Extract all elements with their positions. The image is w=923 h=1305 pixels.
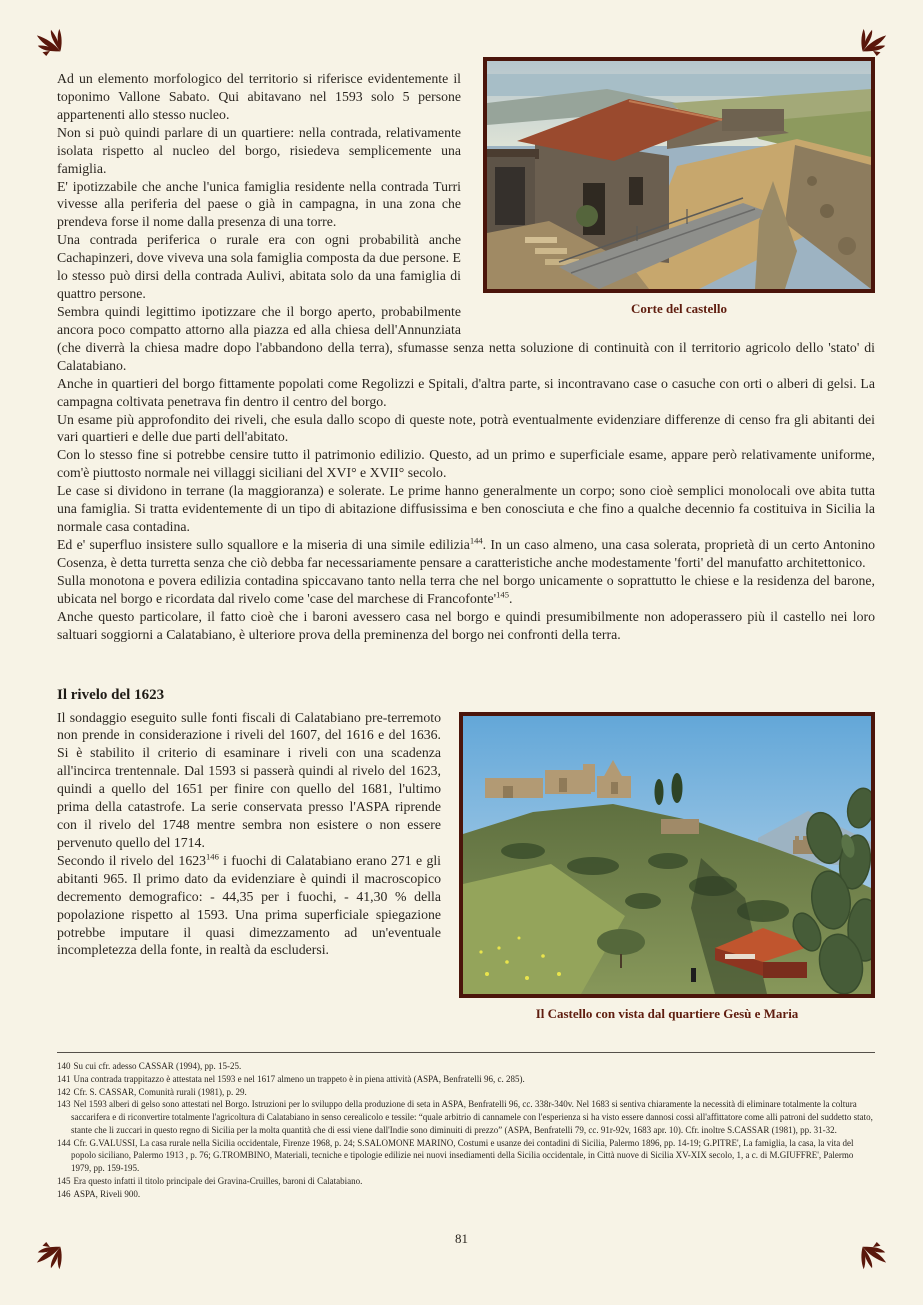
footnote-ref: 145 xyxy=(496,589,509,600)
figure-caption: Il Castello con vista dal quartiere Gesù e Maria xyxy=(535,1005,799,1021)
paragraph: Le case si dividono in terrane (la maggioranza) e solerate. Le prime hanno generalmente un corpo; sono cioè semplici monolocali ove abita tutta una famiglia. Si tratta evidentemente di un tipo di abitazione diffusissima e ben conosciuta e che fino a qualche decennio fa costituiva in Sicilia la normale casa contadina. xyxy=(57,483,875,535)
footnote-ref: 146 xyxy=(206,851,219,862)
corner-ornament-icon xyxy=(858,26,888,56)
footnote-divider xyxy=(57,1052,875,1053)
corner-ornament-icon xyxy=(35,26,65,56)
footnote: 141 Una contrada trappitazzo è attestata nel 1593 e nel 1617 almeno un trappeto è in piena attività (ASPA, Benfratelli 96, c. 285). xyxy=(57,1073,525,1084)
paragraph: Ad un elemento morfologico del territorio si riferisce evidentemente il toponimo Vallone Sabato. Qui abitavano nel 1593 solo 5 persone appartenenti allo stesso nucleo. xyxy=(57,71,461,122)
paragraph: Anche questo particolare, il fatto cioè che i baroni avessero casa nel borgo e quindi presumibilmente non adoperassero più il castello nei loro saltuari soggiorni a Calatabiano, è ulteriore prova della preminenza del borgo nei confronti della terra. xyxy=(57,608,875,642)
footnote: 146 ASPA, Riveli 900. xyxy=(57,1188,141,1199)
footnotes xyxy=(57,1060,875,1200)
paragraph: Anche in quartieri del borgo fittamente popolati come Regolizzi e Spitali, d'altra parte, si incontravano case o casuche con orti o alberi di gelsi. La campagna coltivata penetrava fin dentro il centro del borgo. xyxy=(57,375,875,409)
footnote: 140 Su cui cfr. adesso CASSAR (1994), pp. 15-25. xyxy=(57,1061,242,1071)
footnote: 145 Era questo infatti il titolo principale dei Gravina-Cruilles, baroni di Calatabiano. xyxy=(57,1175,363,1186)
section-heading: Il rivelo del 1623 xyxy=(57,687,165,703)
castle-courtyard-photo xyxy=(483,57,875,293)
paragraph: Ed e' superfluo insistere sullo squallore e la miseria di una simile edilizia$^{144}$. In un caso almeno, una casa solerata, proprietà di un certo Antonino Cosenza, è detta turretta senza che ciò debba far necessariamente pensare a caratteristiche anche modestamente 'forti' del manufatto architettonico. xyxy=(57,535,875,570)
paragraph: Sulla monotona e povera edilizia contadina spiccavano tanto nella terra che nel borgo unicamente o soprattutto le chiese e la residenza del barone, ubicata nel borgo e ricordata dal rivelo come 'case del marchese di $Francofonte'^{145}$. xyxy=(57,572,875,606)
castle-hill-view-photo xyxy=(459,712,875,998)
figure-castle-view xyxy=(459,712,875,1023)
paragraph: Con lo stesso fine si potrebbe censire tutto il patrimonio edilizio. Questo, ad un primo e superficiale esame, appare però relativamente uniforme, com'è piuttosto normale nei villaggi siciliani del XVI° e XVII° secolo. xyxy=(57,447,875,481)
main-text-section xyxy=(57,57,875,685)
paragraph: Secondo il rivelo del 1623$^{146}$ i fuochi di Calatabiano erano 271 e gli abitanti 965. Il primo dato da evidenziare è quindi il macroscopico decremento demografico: - 44,35 per i fuochi, - 41,30 % della popolazione rispetto al 1593. Una prima superficiale spiegazione potrebbe imputare il quasi dimezzamento ad un'eventuale incompletezza della fonte, in realtà da escludersi. xyxy=(57,851,442,958)
paragraph: Il sondaggio eseguito sulle fonti fiscali di Calatabiano pre-terremoto non prende in considerazione i riveli del 1607, del 1616 e del 1636. Si è stabilito il criterio di esaminare i riveli con una scadenza all'incirca trentennale. Dal 1593 si passerà quindi al rivelo del 1623, quindi a quello del 1651 per finire con quello del 1681, l'ultimo prima della catastrofe. La serie conservata presso l'ASPA riprende con il rivelo del 1748 mentre sembra non esistere o non essere pervenuto quello del 1714. xyxy=(57,709,441,850)
paragraph: Sembra quindi legittimo ipotizzare che il borgo aperto, probabilmente ancora poco compatto attorno alla piazza ed alla chiesa dell'Annunziata (che diverrà la chiesa madre dopo l'abbandono della terra), sfumasse senza netta soluzione di continuità con il territorio agricolo dello 'stato' di Calatabiano. xyxy=(57,303,875,373)
footnote: 143 Nel 1593 alberi di gelso sono attestati nel Borgo. Istruzioni per lo sviluppo della produzione di seta in ASPA, Benfratelli 96, cc. 338r-340v. Nel 1683 si sentiva chiaramente la necessità di eliminare totalmente la coltura saccarifera e di riconvertire totalmente l'agricoltura di Calatabiano in senso cerealicolo e tessile: “quale arbitrio di cannamele con l'esperienza si ha visto essere dannosi cossì all'affittatore come alli patroni del suddetto stato, stante che li zuccari in questo regno di Sicilia per la molta quantità che di essi viene dall'Indie sono diminuiti di prezzo” (ASPA, Benfratelli 79, cc. 91r-92v, 1683 apr. 10). Cfr. inoltre S.CASSAR (1981), pp. 31-32. xyxy=(57,1099,873,1135)
footnote: 144 Cfr. G.VALUSSI, La casa rurale nella Sicilia occidentale, Firenze 1968, p. 24; S.SALOMONE MARINO, Costumi e usanze dei contadini di Sicilia, Palermo 1896, pp. 14-19; G.PITRE', La famiglia, la casa, la vita del popolo siciliano, Palermo 1913 , p. 76; G.TROMBINO, Materiali, tecniche e tipologie edilizie nei nuovi insediamenti della Sicilia occidentale, in Città nuove di Sicilia XV-XIX secolo, 1, a c. di M.GIUFFRE', Palermo 1979, pp. 159-195. xyxy=(57,1137,854,1174)
figure-courtyard xyxy=(483,57,875,318)
page-number: 81 xyxy=(455,1231,468,1246)
footnote: 142 Cfr. S. CASSAR, Comunità rurali (1981), p. 29. xyxy=(57,1086,247,1097)
paragraph: Una contrada periferica o rurale era con ogni probabilità anche Cachapinzeri, dove viveva una sola famiglia composta da due persone. E lo stesso può dirsi della contrada Aulivi, abitata solo da una famiglia di quattro persone. xyxy=(57,232,461,302)
paragraph: Non si può quindi parlare di un quartiere: nella contrada, relativamente isolata rispetto al nucleo del borgo, risiedeva semplicemente una famiglia. xyxy=(57,124,461,176)
paragraph: E' ipotizzabile che anche l'unica famiglia residente nella contrada Turri vivesse alla periferia del paese o già in campagna, in una zona che prendeva forse il nome dalla presenza di una torre. xyxy=(57,178,461,230)
paragraph: Un esame più approfondito dei riveli, che esula dallo scopo di queste note, potrà eventualmente evidenziare differenze di censo fra gli abitanti dei vari quartieri e delle due parti dell'abitato. xyxy=(57,411,875,445)
footnote-ref: 144 xyxy=(469,535,483,546)
rivelo-1623-section xyxy=(57,686,875,1046)
figure-caption: Corte del castello xyxy=(630,301,728,316)
